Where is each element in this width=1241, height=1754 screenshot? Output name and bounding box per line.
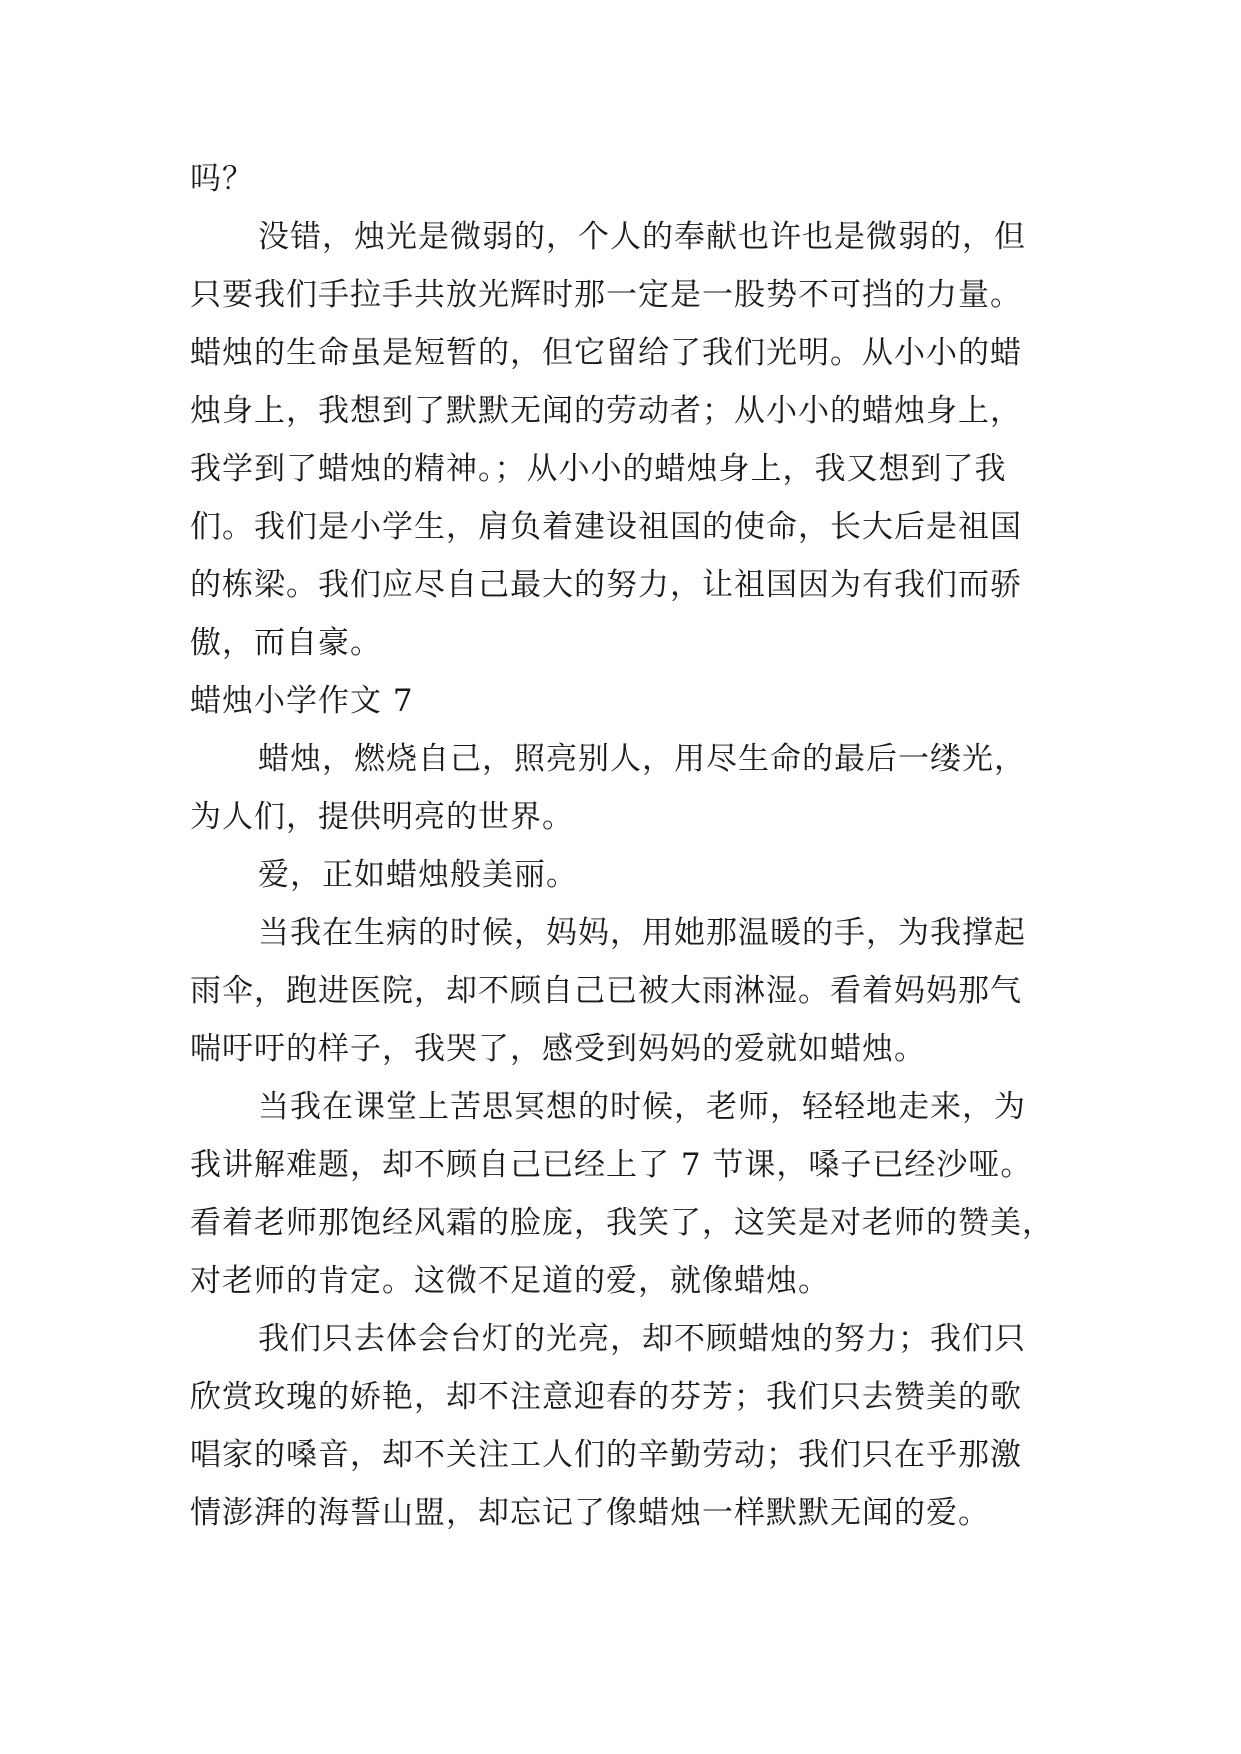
document-page <box>190 150 1070 1542</box>
text-line: 我学到了蜡烛的精神。；从小小的蜡烛身上，我又想到了我 <box>190 451 1007 487</box>
text-line: 们。我们是小学生，肩负着建设祖国的使命，长大后是祖国 <box>190 509 1022 545</box>
text-line: 的栋梁。我们应尽自己最大的努力，让祖国因为有我们而骄 <box>190 567 1022 603</box>
text-line: 雨伞，跑进医院，却不顾自己已被大雨淋湿。看着妈妈那气 <box>190 973 1022 1009</box>
text-line: 蜡烛，燃烧自己，照亮别人，用尽生命的最后一缕光， <box>258 741 1026 777</box>
text-line: 我讲解难题，却不顾自己已经上了 7 节课，嗓子已经沙哑。 <box>190 1147 1033 1183</box>
text-line: 唱家的嗓音，却不关注工人们的辛勤劳动；我们只在乎那激 <box>190 1437 1022 1473</box>
text-line: 当我在课堂上苦思冥想的时候，老师，轻轻地走来，为 <box>258 1089 1026 1125</box>
section-heading: 蜡烛小学作文 7 <box>190 683 414 719</box>
text-line: 当我在生病的时候，妈妈，用她那温暖的手，为我撑起 <box>258 915 1026 951</box>
text-line: 欣赏玫瑰的娇艳，却不注意迎春的芬芳；我们只去赞美的歌 <box>190 1379 1022 1415</box>
text-line: 我们只去体会台灯的光亮，却不顾蜡烛的努力；我们只 <box>258 1321 1026 1357</box>
text-line: 只要我们手拉手共放光辉时那一定是一股势不可挡的力量。 <box>190 277 1022 313</box>
text-line: 喘吁吁的样子，我哭了，感受到妈妈的爱就如蜡烛。 <box>190 1031 926 1067</box>
text-line: 烛身上，我想到了默默无闻的劳动者；从小小的蜡烛身上， <box>190 393 1022 429</box>
text-line: 为人们，提供明亮的世界。 <box>190 799 574 835</box>
text-line: 爱，正如蜡烛般美丽。 <box>258 857 578 893</box>
text-line: 吗？ <box>190 161 254 197</box>
text-line: 看着老师那饱经风霜的脸庞，我笑了，这笑是对老师的赞美， <box>190 1205 1054 1241</box>
text-line: 对老师的肯定。这微不足道的爱，就像蜡烛。 <box>190 1263 830 1299</box>
text-line: 情澎湃的海誓山盟，却忘记了像蜡烛一样默默无闻的爱。 <box>190 1495 990 1531</box>
text-line: 蜡烛的生命虽是短暂的，但它留给了我们光明。从小小的蜡 <box>190 335 1022 371</box>
text-line: 没错，烛光是微弱的，个人的奉献也许也是微弱的，但 <box>258 219 1026 255</box>
text-line: 傲，而自豪。 <box>190 625 382 661</box>
